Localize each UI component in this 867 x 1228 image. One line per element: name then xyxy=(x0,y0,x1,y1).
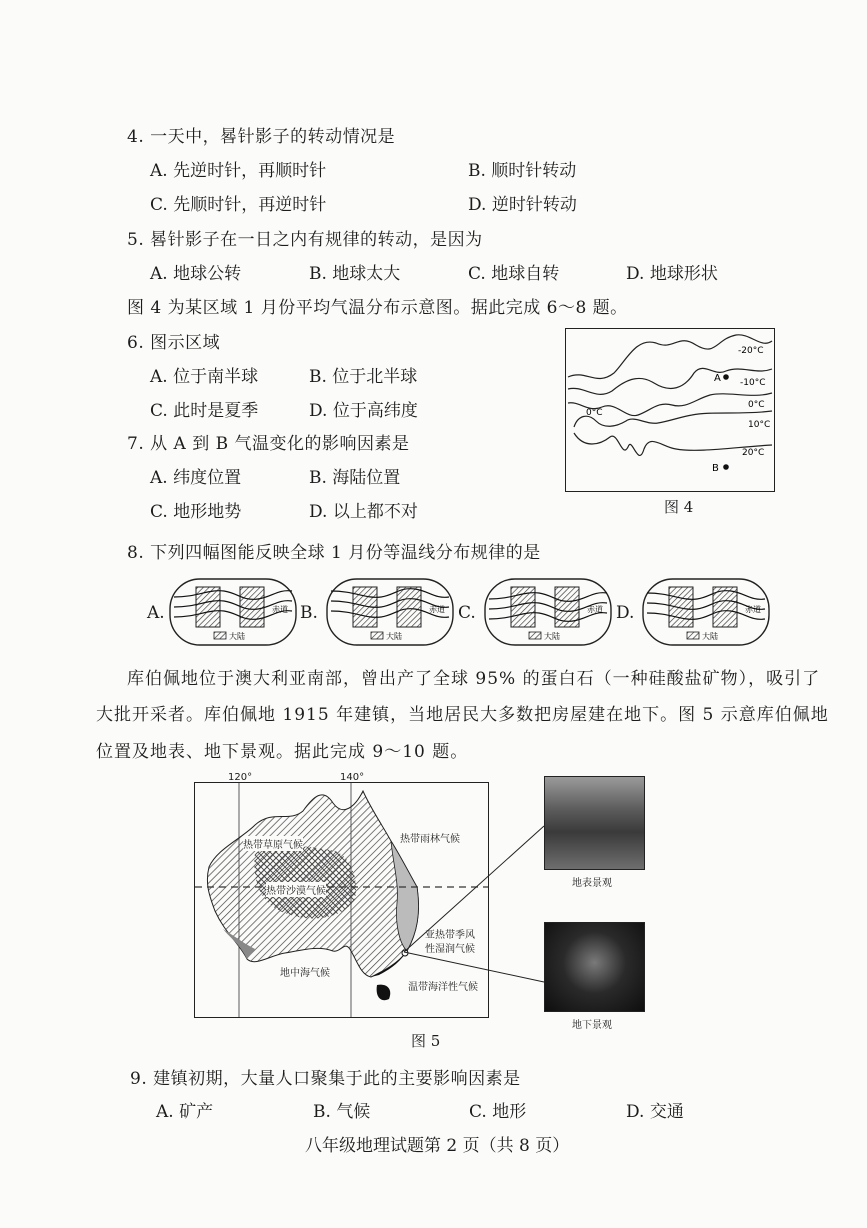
legend-label: 大陆 xyxy=(229,632,245,641)
q5-option-a: A. 地球公转 xyxy=(150,264,242,284)
q6-option-c: C. 此时是夏季 xyxy=(150,401,259,421)
label-10: 10°C xyxy=(748,420,771,430)
label-0-left: 0°C xyxy=(586,408,603,418)
q6-stem: 6. 图示区域 xyxy=(127,333,221,353)
q5-option-c: C. 地球自转 xyxy=(468,264,560,284)
q8-stem: 8. 下列四幅图能反映全球 1 月份等温线分布规律的是 xyxy=(127,543,541,563)
climate-savanna: 热带草原气候 xyxy=(243,836,303,851)
label-0-right: 0°C xyxy=(748,400,765,410)
q4-option-c: C. 先顺时针，再逆时针 xyxy=(150,195,327,215)
q5-option-d: D. 地球形状 xyxy=(626,264,718,284)
q4-option-a: A. 先逆时针，再顺时针 xyxy=(150,161,327,181)
equator-label: 赤道 xyxy=(587,605,603,614)
passage-line-3: 位置及地表、地下景观。据此完成 9～10 题。 xyxy=(96,742,469,762)
legend-label: 大陆 xyxy=(702,632,718,641)
q9-option-a: A. 矿产 xyxy=(156,1102,214,1122)
q7-option-b: B. 海陆位置 xyxy=(309,468,401,488)
underground-landscape-caption: 地下景观 xyxy=(572,1020,612,1031)
climate-desert: 热带沙漠气候 xyxy=(266,882,326,897)
point-a-label: A xyxy=(714,373,721,384)
figure-4-caption: 图 4 xyxy=(664,498,694,516)
q9-stem: 9. 建镇初期，大量人口聚集于此的主要影响因素是 xyxy=(130,1069,521,1089)
figure-5-caption: 图 5 xyxy=(411,1032,441,1050)
q4-option-b: B. 顺时针转动 xyxy=(468,161,577,181)
q8-option-label: A. xyxy=(147,603,165,623)
lon-120-label: 120° xyxy=(228,772,253,783)
lon-140-label: 140° xyxy=(340,772,365,783)
q6-option-b: B. 位于北半球 xyxy=(309,367,418,387)
legend-label: 大陆 xyxy=(544,632,560,641)
climate-subtropical-2: 性湿润气候 xyxy=(425,944,475,955)
q7-stem: 7. 从 A 到 B 气温变化的影响因素是 xyxy=(127,434,410,454)
underground-landscape-photo xyxy=(544,922,645,1012)
label-neg10: -10°C xyxy=(740,378,766,388)
surface-landscape-caption: 地表景观 xyxy=(572,878,612,889)
equator-label: 赤道 xyxy=(429,605,445,614)
q7-option-d: D. 以上都不对 xyxy=(309,502,418,522)
climate-subtropical-1: 亚热带季风 xyxy=(425,930,475,941)
climate-rainforest: 热带雨林气候 xyxy=(400,834,460,845)
legend-label: 大陆 xyxy=(386,632,402,641)
q6-option-a: A. 位于南半球 xyxy=(150,367,259,387)
passage-line-1: 库伯佩地位于澳大利亚南部，曾出产了全球 95% 的蛋白石（一种硅酸盐矿物），吸引了 xyxy=(127,669,821,689)
label-neg20: -20°C xyxy=(738,346,764,356)
q7-option-a: A. 纬度位置 xyxy=(150,468,242,488)
q5-option-b: B. 地球太大 xyxy=(309,264,401,284)
q4-option-d: D. 逆时针转动 xyxy=(468,195,577,215)
q8-option-label: B. xyxy=(300,603,318,623)
q8-option-label: D. xyxy=(616,603,635,623)
equator-label: 赤道 xyxy=(272,605,288,614)
q4-stem: 4. 一天中，晷针影子的转动情况是 xyxy=(127,127,396,147)
climate-mediterranean: 地中海气候 xyxy=(280,964,330,979)
fig4-intro: 图 4 为某区域 1 月份平均气温分布示意图。据此完成 6～8 题。 xyxy=(127,298,628,318)
q6-option-d: D. 位于高纬度 xyxy=(309,401,418,421)
point-b-label: B xyxy=(712,463,719,474)
label-20: 20°C xyxy=(742,448,765,458)
q9-option-b: B. 气候 xyxy=(313,1102,371,1122)
q9-option-d: D. 交通 xyxy=(626,1102,684,1122)
q7-option-c: C. 地形地势 xyxy=(150,502,242,522)
surface-landscape-photo xyxy=(544,776,645,870)
equator-label: 赤道 xyxy=(745,605,761,614)
q8-option-label: C. xyxy=(458,603,476,623)
page-footer: 八年级地理试题第 2 页（共 8 页） xyxy=(305,1136,570,1156)
q9-option-c: C. 地形 xyxy=(469,1102,527,1122)
climate-temperate-maritime: 温带海洋性气候 xyxy=(408,978,478,993)
q5-stem: 5. 晷针影子在一日之内有规律的转动，是因为 xyxy=(127,230,483,250)
passage-line-2: 大批开采者。库伯佩地 1915 年建镇，当地居民大多数把房屋建在地下。图 5 示意库伯佩地 xyxy=(96,705,829,725)
